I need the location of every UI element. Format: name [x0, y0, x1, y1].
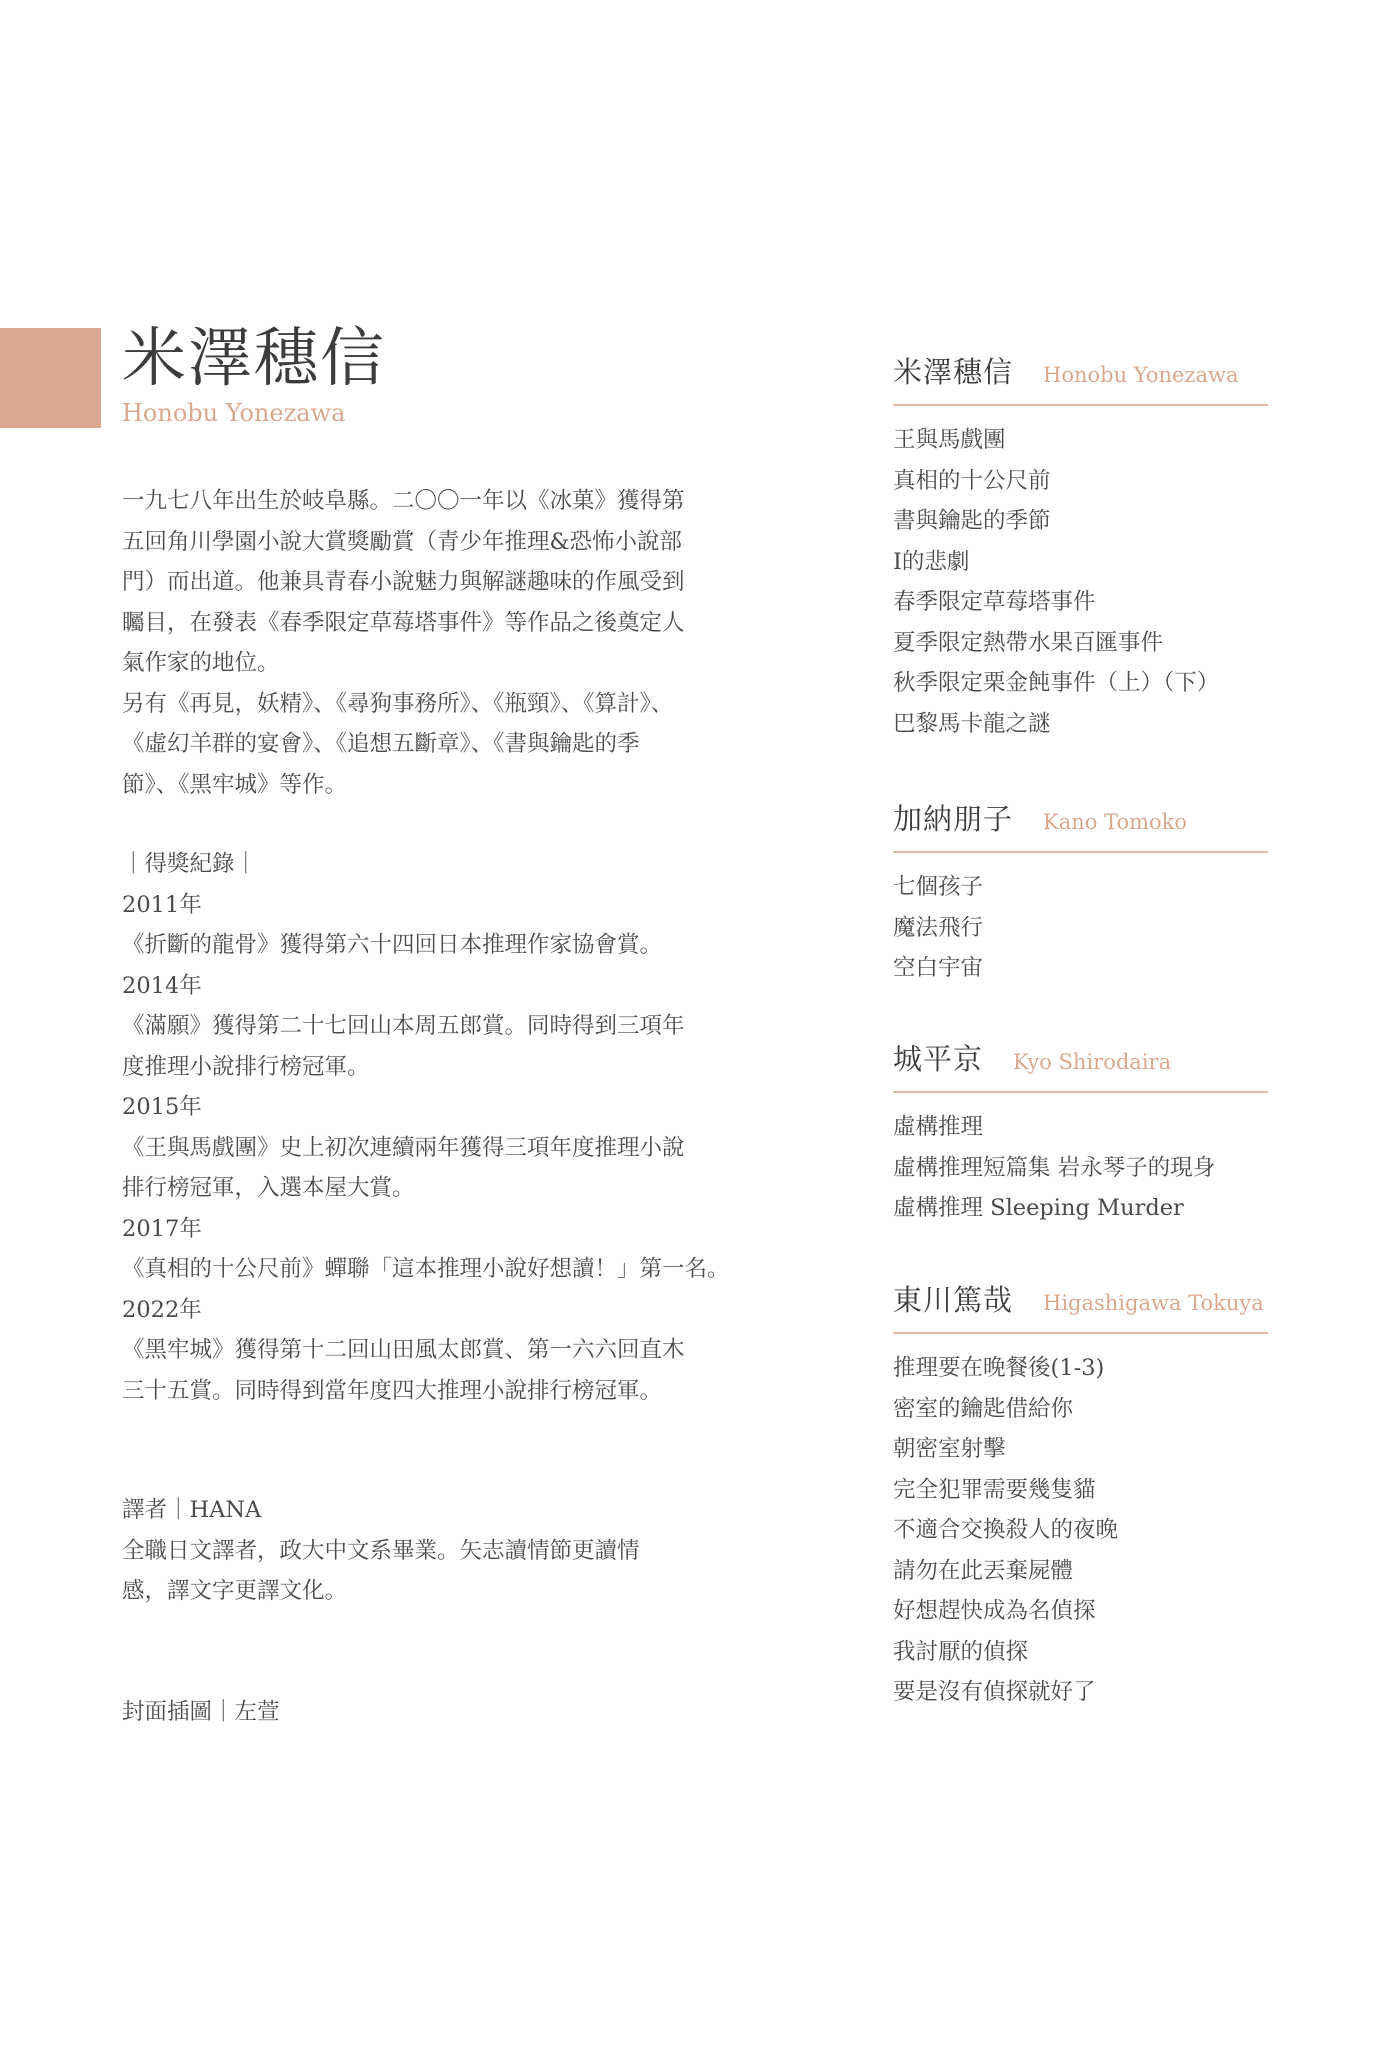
award-year: 2011年	[122, 891, 202, 918]
award-text: 《黑牢城》獲得第十二回山田風太郎賞、第一六六回直木	[122, 1337, 685, 1363]
award-year: 2014年	[122, 972, 202, 999]
book-title: 虛構推理短篇集 岩永琴子的現身	[893, 1154, 1216, 1181]
bio-line: 矚目，在發表《春季限定草莓塔事件》等作品之後奠定人	[122, 609, 685, 636]
award-year: 2015年	[122, 1094, 202, 1120]
book-title: 春季限定草莓塔事件	[893, 589, 1096, 615]
book-title: 王與馬戲團	[893, 427, 1006, 453]
book-title: 推理要在晚餐後(1-3)	[893, 1355, 1105, 1381]
bio-line: 一九七八年出生於岐阜縣。二〇〇一年以《冰菓》獲得第	[122, 488, 685, 514]
book-title: 秋季限定栗金飩事件（上）（下）	[893, 670, 1220, 696]
bio-line: 五回角川學園小說大賞獎勵賞（青少年推理&恐怖小說部	[122, 528, 683, 555]
book-list	[893, 1348, 1268, 1713]
book-list	[893, 1107, 1268, 1229]
book-title: 七個孩子	[893, 874, 984, 900]
series-author-chinese: 米澤穗信	[893, 355, 1014, 389]
book-title: I的悲劇	[893, 548, 970, 575]
bio-line: 節》、《黑牢城》等作。	[122, 771, 348, 798]
book-title: 完全犯罪需要幾隻貓	[893, 1476, 1096, 1503]
book-title: 要是沒有偵探就好了	[893, 1679, 1096, 1705]
series-header	[893, 1037, 1268, 1093]
award-text: 《王與馬戲團》史上初次連續兩年獲得三項年度推理小說	[122, 1134, 685, 1161]
series-author-english: Kyo Shirodaira	[1013, 1050, 1172, 1074]
book-title: 不適合交換殺人的夜晚	[893, 1517, 1119, 1543]
book-title: 書與鑰匙的季節	[893, 508, 1051, 534]
series-author-chinese: 加納朋子	[893, 802, 1014, 836]
bio-line: 《虛幻羊群的宴會》、《追想五斷章》、《書與鑰匙的季	[122, 731, 640, 757]
author-name-chinese: 米澤穗信	[122, 322, 386, 396]
series-author-english: Higashigawa Tokuya	[1043, 1291, 1264, 1315]
series-author-chinese: 東川篤哉	[893, 1283, 1014, 1317]
bio-line: 氣作家的地位。	[122, 650, 280, 676]
bio-line: 另有《再見，妖精》、《尋狗事務所》、《瓶頸》、《算計》、	[122, 690, 674, 717]
book-title: 密室的鑰匙借給你	[893, 1395, 1074, 1422]
series-author-chinese: 城平京	[893, 1042, 984, 1076]
award-text: 《真相的十公尺前》蟬聯「這本推理小說好想讀！」第一名。	[122, 1256, 730, 1282]
series-kano	[893, 797, 1268, 989]
book-title: 夏季限定熱帶水果百匯事件	[893, 629, 1164, 656]
book-title: 魔法飛行	[893, 914, 984, 941]
book-title: 好想趕快成為名偵探	[893, 1598, 1096, 1624]
bio-line: 門）而出道。他兼具青春小說魅力與解謎趣味的作風受到	[122, 569, 685, 595]
book-title: 虛構推理	[893, 1114, 984, 1140]
awards-heading: ｜得獎紀錄｜	[122, 851, 258, 877]
book-title: 虛構推理 Sleeping Murder	[893, 1195, 1184, 1221]
series-header	[893, 350, 1268, 406]
author-biography	[122, 481, 712, 805]
illustrator-credit: 封面插圖｜左萱	[122, 1699, 280, 1725]
illustrator-info	[122, 1692, 712, 1733]
award-text: 《折斷的龍骨》獲得第六十四回日本推理作家協會賞。	[122, 932, 663, 958]
book-title: 朝密室射擊	[893, 1436, 1006, 1462]
series-author-english: Honobu Yonezawa	[1043, 363, 1239, 387]
award-text: 三十五賞。同時得到當年度四大推理小說排行榜冠軍。	[122, 1377, 663, 1404]
series-higashigawa	[893, 1278, 1268, 1713]
author-name-english: Honobu Yonezawa	[122, 399, 346, 427]
series-header	[893, 797, 1268, 853]
award-text: 《滿願》獲得第二十七回山本周五郎賞。同時得到三項年	[122, 1013, 685, 1039]
book-title: 請勿在此丟棄屍體	[893, 1557, 1074, 1584]
award-year: 2017年	[122, 1215, 202, 1242]
award-text: 度推理小說排行榜冠軍。	[122, 1053, 370, 1080]
book-title: 空白宇宙	[893, 955, 984, 981]
translator-bio-line: 全職日文譯者，政大中文系畢業。矢志讀情節更讀情	[122, 1537, 640, 1564]
book-title: 真相的十公尺前	[893, 467, 1051, 494]
series-shirodaira	[893, 1037, 1268, 1229]
awards-record	[122, 844, 730, 1411]
award-text: 排行榜冠軍，入選本屋大賞。	[122, 1175, 415, 1201]
translator-bio-line: 感，譯文字更譯文化。	[122, 1578, 348, 1604]
book-list	[893, 420, 1268, 744]
book-title: 巴黎馬卡龍之謎	[893, 710, 1051, 737]
book-list	[893, 867, 1268, 989]
award-year: 2022年	[122, 1296, 202, 1323]
series-yonezawa	[893, 350, 1268, 744]
series-header	[893, 1278, 1268, 1334]
translator-info	[122, 1490, 712, 1612]
book-title: 我討厭的偵探	[893, 1638, 1029, 1665]
accent-block	[0, 328, 101, 428]
series-author-english: Kano Tomoko	[1043, 810, 1188, 834]
translator-credit: 譯者｜HANA	[122, 1497, 262, 1523]
